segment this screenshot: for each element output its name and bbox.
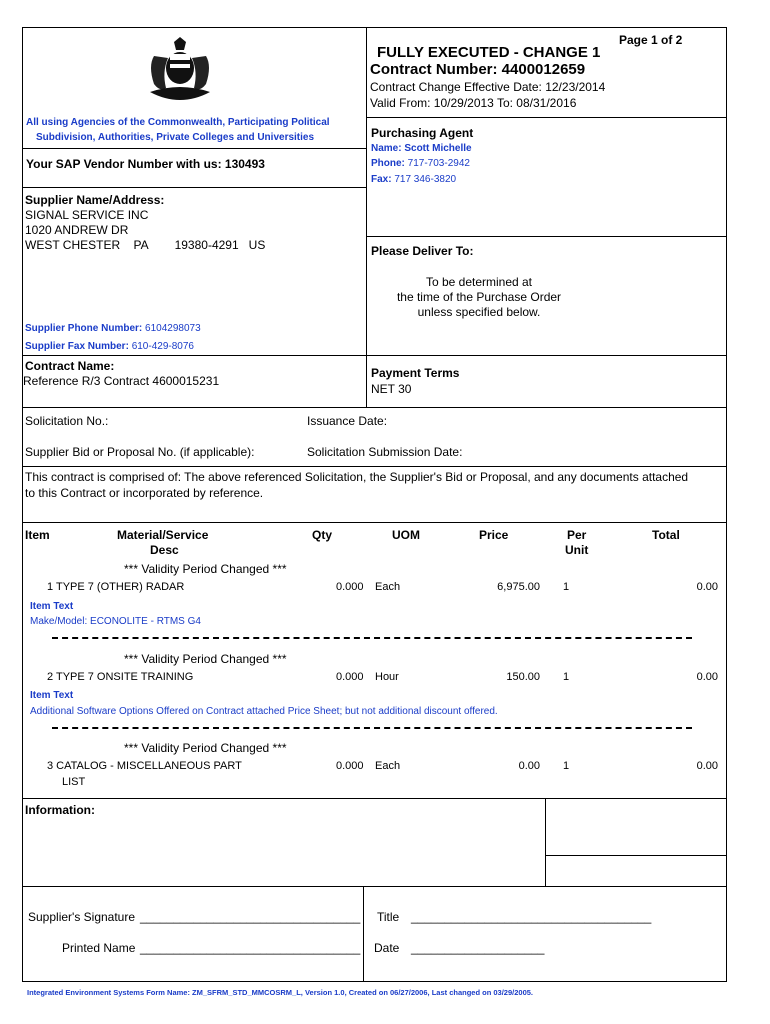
valid-dates: Valid From: 10/29/2013 To: 08/31/2016 xyxy=(370,96,577,110)
purchasing-fax xyxy=(371,174,456,185)
issuance-date: Issuance Date: xyxy=(307,414,388,428)
item-per: 1 xyxy=(563,581,570,593)
item-price: 6,975.00 xyxy=(497,581,540,593)
supplier-fax-label: Supplier Fax Number: xyxy=(25,341,129,352)
item-qty: 0.000 xyxy=(336,671,364,683)
fax-label: Fax: xyxy=(371,174,392,185)
purchasing-phone xyxy=(371,158,470,169)
supplier-line3: WEST CHESTER PA 19380-4291 US xyxy=(25,238,266,252)
comprised-line2: to this Contract or incorporated by reference. xyxy=(25,486,264,500)
deliver-heading: Please Deliver To: xyxy=(371,244,474,258)
bid-number: Supplier Bid or Proposal No. (if applicable): xyxy=(25,445,255,459)
phone-label: Phone: xyxy=(371,158,405,169)
agencies-line2: Subdivision, Authorities, Private Colleges and Universities xyxy=(36,132,315,143)
divider xyxy=(22,886,727,887)
date-label: Date xyxy=(374,941,400,955)
printed-name-label: Printed Name xyxy=(62,941,136,955)
payment-heading: Payment Terms xyxy=(371,366,460,380)
frame-bottom xyxy=(22,981,727,982)
col-unit: Unit xyxy=(565,543,589,557)
purchasing-heading: Purchasing Agent xyxy=(371,126,474,140)
col-price: Price xyxy=(479,528,509,542)
fax-value: 717 346-3820 xyxy=(394,174,457,185)
supplier-line1: SIGNAL SERVICE INC xyxy=(25,208,149,222)
supplier-fax-value: 610-429-8076 xyxy=(131,341,194,352)
date-line[interactable]: ____________________ xyxy=(411,941,545,955)
divider xyxy=(22,187,367,188)
title-label: Title xyxy=(377,910,400,924)
item-note: *** Validity Period Changed *** xyxy=(124,562,287,576)
title-line[interactable]: ____________________________________ xyxy=(411,910,652,924)
item-note: *** Validity Period Changed *** xyxy=(124,741,287,755)
divider xyxy=(366,236,727,237)
divider xyxy=(22,466,727,467)
supplier-phone xyxy=(25,323,201,334)
col-uom: UOM xyxy=(392,528,420,542)
state-seal-logo xyxy=(140,36,220,106)
signature-line[interactable]: _________________________________ xyxy=(140,910,361,924)
phone-value: 717-703-2942 xyxy=(407,158,470,169)
supplier-phone-label: Supplier Phone Number: xyxy=(25,323,143,334)
col-qty: Qty xyxy=(312,528,333,542)
document-title: FULLY EXECUTED - CHANGE 1 xyxy=(377,44,601,61)
divider xyxy=(22,798,727,799)
divider xyxy=(545,855,727,856)
item-uom: Each xyxy=(375,760,401,772)
item-desc: 2 TYPE 7 ONSITE TRAINING xyxy=(47,671,194,683)
payment-value: NET 30 xyxy=(371,382,412,396)
frame-top xyxy=(22,27,727,28)
form-footer: Integrated Environment Systems Form Name: ZM_SFRM_STD_MMCOSRM_L, Version 1.0, Created on 06/27/2006, Last changed on 03/29/2005. xyxy=(27,988,533,997)
item-desc: 1 TYPE 7 (OTHER) RADAR xyxy=(47,581,185,593)
signature-label: Supplier's Signature xyxy=(28,910,136,924)
item-separator xyxy=(52,637,692,640)
divider xyxy=(22,522,727,523)
divider xyxy=(363,886,364,981)
solicitation-no: Solicitation No.: xyxy=(25,414,109,428)
divider xyxy=(545,798,546,886)
frame-right xyxy=(726,27,727,982)
supplier-fax xyxy=(25,341,194,352)
divider xyxy=(22,148,367,149)
item-desc: 3 CATALOG - MISCELLANEOUS PART xyxy=(47,760,242,772)
item-per: 1 xyxy=(563,671,570,683)
item-total: 0.00 xyxy=(696,671,718,683)
col-item: Item xyxy=(25,528,50,542)
information-heading: Information: xyxy=(25,803,95,817)
contract-number: Contract Number: 4400012659 xyxy=(370,61,586,78)
deliver-line3: unless specified below. xyxy=(417,305,541,319)
item-separator xyxy=(52,727,692,730)
item-price: 150.00 xyxy=(506,671,540,683)
divider xyxy=(22,407,727,408)
item-qty: 0.000 xyxy=(336,581,364,593)
item-per: 1 xyxy=(563,760,570,772)
item-uom: Hour xyxy=(375,671,399,683)
deliver-line2: the time of the Purchase Order xyxy=(396,290,562,304)
col-material: Material/Service xyxy=(117,528,209,542)
page-number: Page 1 of 2 xyxy=(619,33,683,47)
divider xyxy=(22,355,727,356)
purchasing-name: Name: Scott Michelle xyxy=(371,143,472,154)
item-note: *** Validity Period Changed *** xyxy=(124,652,287,666)
effective-date: Contract Change Effective Date: 12/23/2014 xyxy=(370,80,606,94)
divider xyxy=(366,117,727,118)
agencies-line1: All using Agencies of the Commonwealth, Participating Political xyxy=(26,117,330,128)
item-text: Additional Software Options Offered on Contract attached Price Sheet; but not additional discount offered. xyxy=(30,706,498,717)
deliver-line1: To be determined at xyxy=(425,275,533,289)
supplier-line2: 1020 ANDREW DR xyxy=(25,223,129,237)
item-desc-cont: LIST xyxy=(62,776,86,788)
item-price: 0.00 xyxy=(518,760,540,772)
col-desc: Desc xyxy=(150,543,179,557)
vendor-number: Your SAP Vendor Number with us: 130493 xyxy=(26,157,265,171)
divider-vertical xyxy=(366,27,367,408)
comprised-line1: This contract is comprised of: The above referenced Solicitation, the Supplier's Bid or Proposal, and any documents attached xyxy=(25,470,689,484)
supplier-heading: Supplier Name/Address: xyxy=(25,193,165,207)
item-uom: Each xyxy=(375,581,401,593)
item-total: 0.00 xyxy=(696,760,718,772)
submission-date: Solicitation Submission Date: xyxy=(307,445,463,459)
frame-left xyxy=(22,27,23,982)
item-text-label: Item Text xyxy=(30,601,74,612)
col-total: Total xyxy=(652,528,680,542)
item-text-label: Item Text xyxy=(30,690,74,701)
col-per: Per xyxy=(567,528,587,542)
item-total: 0.00 xyxy=(696,581,718,593)
contract-name-heading: Contract Name: xyxy=(25,359,115,373)
item-qty: 0.000 xyxy=(336,760,364,772)
item-text: Make/Model: ECONOLITE - RTMS G4 xyxy=(30,616,201,627)
contract-name-value: Reference R/3 Contract 4600015231 xyxy=(23,374,220,388)
printed-name-line[interactable]: _________________________________ xyxy=(140,941,361,955)
supplier-phone-value: 6104298073 xyxy=(145,323,201,334)
